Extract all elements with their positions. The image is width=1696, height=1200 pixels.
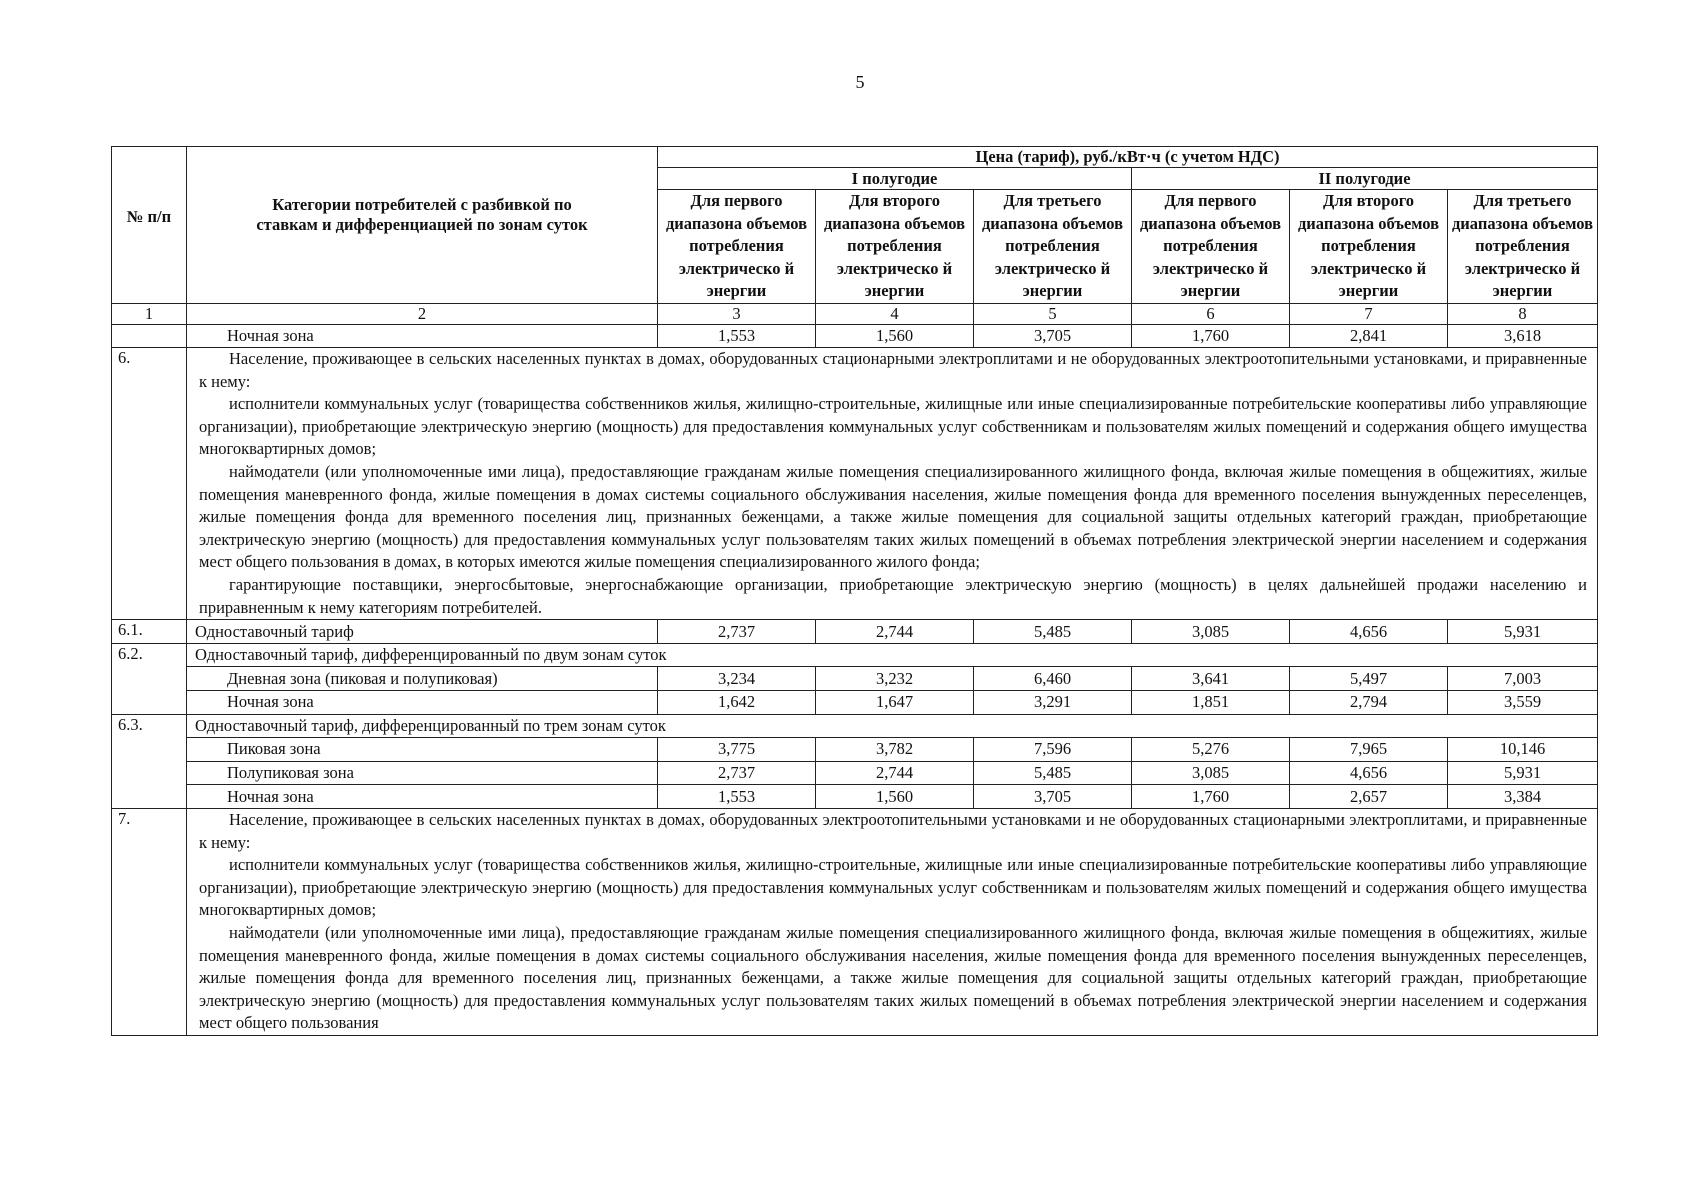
cell-value: 5,931: [1448, 620, 1598, 644]
cell-value: 1,642: [658, 691, 816, 715]
row-number: 6.2.: [112, 643, 187, 714]
header-half2: II полугодие: [1132, 168, 1598, 190]
cell-value: 10,146: [1448, 738, 1598, 762]
header-num: № п/п: [112, 147, 187, 304]
cell-value: 1,560: [816, 324, 974, 348]
paragraph: Население, проживающее в сельских населенных пунктах в домах, оборудованных электроотопительными установками и не оборудованных стационарными электроплитами, и приравненные к нему:: [199, 809, 1588, 852]
cell-value: 1,851: [1132, 691, 1290, 715]
tariff-table: [111, 146, 1598, 1036]
cell-value: 3,559: [1448, 691, 1598, 715]
section-description: [187, 348, 1598, 620]
cell-value: 2,744: [816, 620, 974, 644]
table-row: [112, 691, 1598, 715]
cell-value: 7,003: [1448, 667, 1598, 691]
table-row: [112, 620, 1598, 644]
cell-value: 3,085: [1132, 761, 1290, 785]
cell-value: 3,232: [816, 667, 974, 691]
col-number: 2: [187, 303, 658, 324]
cell-value: 7,596: [974, 738, 1132, 762]
col-number: 4: [816, 303, 974, 324]
section-row: [112, 348, 1598, 620]
cell-value: 6,460: [974, 667, 1132, 691]
table-row: [112, 643, 1598, 667]
cell-value: 3,618: [1448, 324, 1598, 348]
header-category: Категории потребителей с разбивкой по ставкам и дифференциацией по зонам суток: [187, 147, 658, 304]
row-label: Одноставочный тариф, дифференцированный по двум зонам суток: [187, 643, 1598, 667]
paragraph: наймодатели (или уполномоченные ими лица), предоставляющие гражданам жилые помещения специализированного жилищного фонда, включая жилые помещения в общежитиях, жилые помещения маневренного фонда, жилые помещения в домах системы социального обслуживания населения, жилые помещения фонда для временного поселения вынужденных переселенцев, жилые помещения фонда для временного поселения лиц, признанных беженцами, а также жилые помещения для социальной защиты отдельных категорий граждан, приобретающие электрическую энергию (мощность) для предоставления коммунальных услуг пользователям таких жилых помещений в объемах потребления электрической энергии населением и содержания мест общего пользования: [199, 922, 1588, 1033]
col-number: 6: [1132, 303, 1290, 324]
cell-value: 2,744: [816, 761, 974, 785]
header-col7: Для второго диапазона объемов потребления электрическо й энергии: [1290, 190, 1448, 304]
cell-value: 3,782: [816, 738, 974, 762]
cell-value: 2,657: [1290, 785, 1448, 809]
table-row: [112, 785, 1598, 809]
table-row: [112, 324, 1598, 348]
cell-value: 2,794: [1290, 691, 1448, 715]
row-label: Ночная зона: [187, 324, 658, 348]
section-row: [112, 808, 1598, 1035]
row-label: Полупиковая зона: [187, 761, 658, 785]
row-number: 7.: [112, 808, 187, 1035]
paragraph: Население, проживающее в сельских населенных пунктах в домах, оборудованных стационарными электроплитами и не оборудованных электроотопительными установками, и приравненные к нему:: [199, 349, 1588, 391]
table-row: [112, 761, 1598, 785]
cell-value: 3,641: [1132, 667, 1290, 691]
cell-value: 1,647: [816, 691, 974, 715]
table-row: [112, 738, 1598, 762]
cell-value: 3,291: [974, 691, 1132, 715]
header-col4: Для второго диапазона объемов потребления электрическо й энергии: [816, 190, 974, 304]
section-description: [187, 808, 1598, 1035]
cell-value: 3,705: [974, 785, 1132, 809]
cell-value: 4,656: [1290, 620, 1448, 644]
col-number: 5: [974, 303, 1132, 324]
row-number: 6.: [112, 348, 187, 620]
paragraph: гарантирующие поставщики, энергосбытовые, энергоснабжающие организации, приобретающие электрическую энергию (мощность) в целях дальнейшей продажи населению и приравненным к нему категориям потребителей.: [199, 575, 1588, 617]
col-number: 3: [658, 303, 816, 324]
cell-value: 5,485: [974, 761, 1132, 785]
header-col3: Для первого диапазона объемов потребления электрическо й энергии: [658, 190, 816, 304]
cell-value: 3,085: [1132, 620, 1290, 644]
page-number: 5: [855, 72, 865, 92]
cell-value: 2,737: [658, 620, 816, 644]
paragraph: исполнители коммунальных услуг (товарищества собственников жилья, жилищно-строительные, жилищные или иные специализированные потребительские кооперативы либо управляющие организации), приобретающие электрическую энергию (мощность) для предоставления коммунальных услуг собственникам и пользователям жилых помещений и содержания общего имущества многоквартирных домов;: [199, 855, 1588, 920]
row-label: Ночная зона: [187, 785, 658, 809]
cell-value: 2,737: [658, 761, 816, 785]
row-label: Ночная зона: [187, 691, 658, 715]
header-col5: Для третьего диапазона объемов потребления электрическо й энергии: [974, 190, 1132, 304]
table-row: [112, 714, 1598, 738]
cell-value: 1,760: [1132, 324, 1290, 348]
cell-value: 3,705: [974, 324, 1132, 348]
paragraph: наймодатели (или уполномоченные ими лица), предоставляющие гражданам жилые помещения специализированного жилищного фонда, включая жилые помещения в общежитиях, жилые помещения маневренного фонда, жилые помещения в домах системы социального обслуживания населения, жилые помещения фонда для временного поселения вынужденных переселенцев, жилые помещения фонда для временного поселения лиц, признанных беженцами, а также жилые помещения для социальной защиты отдельных категорий граждан, приобретающие электрическую энергию (мощность) для предоставления коммунальных услуг пользователям таких жилых помещений в объемах потребления электрической энергии населением и содержания мест общего пользования в домах, в которых имеются жилые помещения специализированного жилого фонда;: [199, 462, 1588, 572]
col-number: 1: [112, 303, 187, 324]
cell-value: 5,497: [1290, 667, 1448, 691]
row-label: Дневная зона (пиковая и полупиковая): [187, 667, 658, 691]
row-label: Одноставочный тариф, дифференцированный по трем зонам суток: [187, 714, 1598, 738]
row-number: 6.1.: [112, 620, 187, 644]
cell-value: 2,841: [1290, 324, 1448, 348]
cell-value: 4,656: [1290, 761, 1448, 785]
cell-value: 3,234: [658, 667, 816, 691]
header-price-title: Цена (тариф), руб./кВт·ч (с учетом НДС): [658, 147, 1598, 168]
cell-value: 3,384: [1448, 785, 1598, 809]
cell-value: 7,965: [1290, 738, 1448, 762]
col-number: 8: [1448, 303, 1598, 324]
row-label: Пиковая зона: [187, 738, 658, 762]
paragraph: исполнители коммунальных услуг (товарищества собственников жилья, жилищно-строительные, жилищные или иные специализированные потребительские кооперативы либо управляющие организации), приобретающие электрическую энергию (мощность) для предоставления коммунальных услуг собственникам и пользователям жилых помещений и содержания общего имущества многоквартирных домов;: [199, 394, 1588, 459]
header-col8: Для третьего диапазона объемов потребления электрическо й энергии: [1448, 190, 1598, 304]
table-row: [112, 667, 1598, 691]
cell-value: 1,760: [1132, 785, 1290, 809]
cell-value: 5,276: [1132, 738, 1290, 762]
row-label: Одноставочный тариф: [187, 620, 658, 644]
cell-value: 1,560: [816, 785, 974, 809]
column-number-row: [112, 303, 1598, 324]
cell-value: 5,485: [974, 620, 1132, 644]
cell-value: 1,553: [658, 785, 816, 809]
cell-value: 3,775: [658, 738, 816, 762]
header-col6: Для первого диапазона объемов потребления электрическо й энергии: [1132, 190, 1290, 304]
row-number: 6.3.: [112, 714, 187, 808]
col-number: 7: [1290, 303, 1448, 324]
cell-value: 1,553: [658, 324, 816, 348]
cell-value: 5,931: [1448, 761, 1598, 785]
header-half1: I полугодие: [658, 168, 1132, 190]
